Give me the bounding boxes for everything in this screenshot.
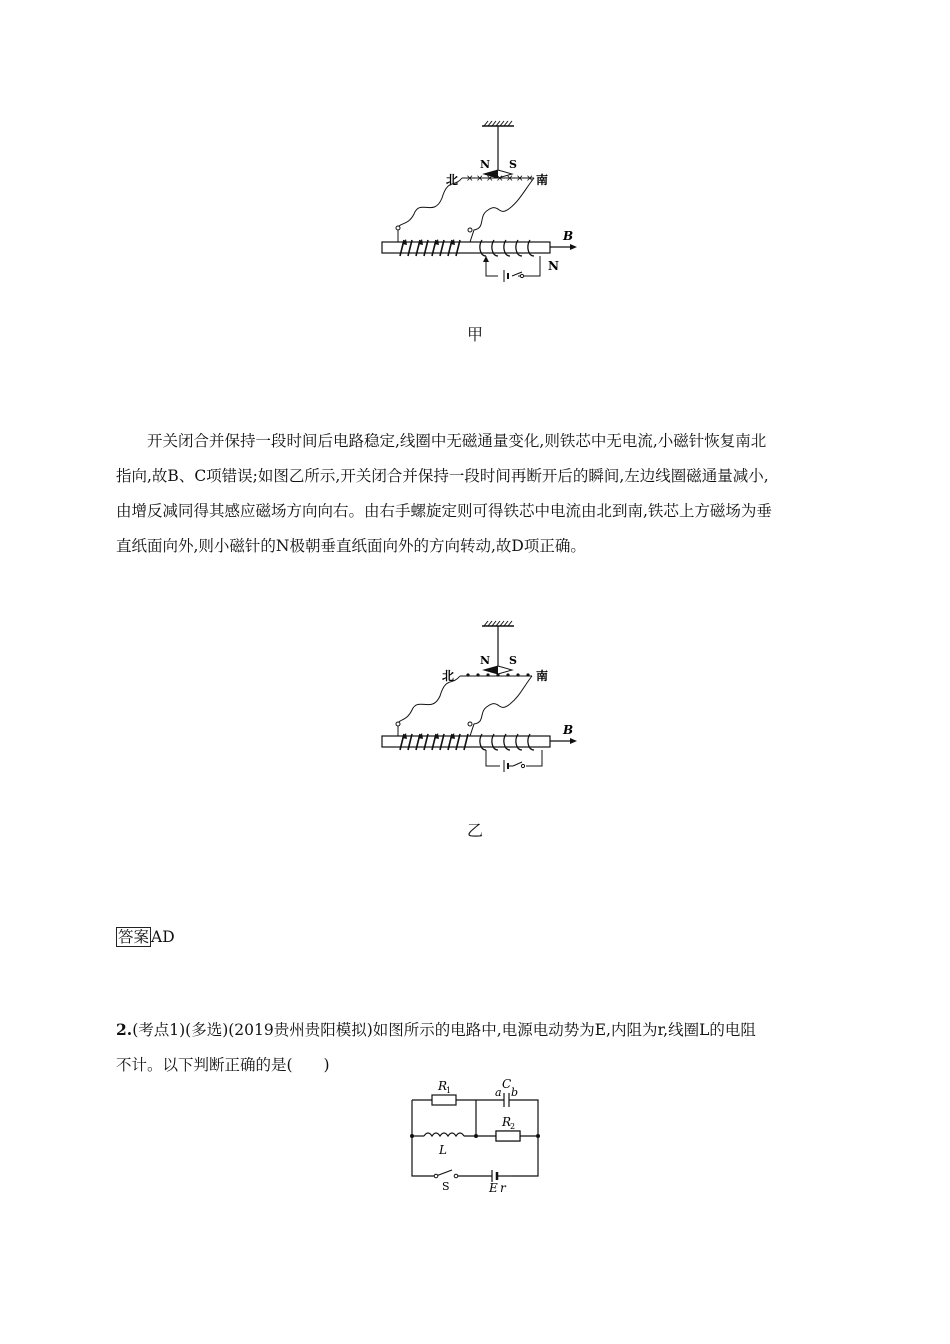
label-north: 北 xyxy=(442,669,455,683)
label-c: C xyxy=(502,1077,512,1091)
label-r1: R xyxy=(438,1079,448,1093)
label-b: b xyxy=(511,1086,519,1099)
label-a: a xyxy=(495,1086,502,1099)
svg-text:×: × xyxy=(516,174,524,184)
caption-jia: 甲 xyxy=(466,325,483,344)
figure-yi xyxy=(370,618,580,778)
answer-value: AD xyxy=(151,928,175,946)
label-r2: R xyxy=(502,1115,512,1129)
label-r2-sub: 2 xyxy=(510,1122,516,1131)
label-n: N xyxy=(480,654,491,667)
answer-label: 答案 xyxy=(118,928,150,946)
question-2 xyxy=(116,1012,836,1083)
caption-yi: 乙 xyxy=(466,821,483,840)
svg-text:×: × xyxy=(506,174,514,184)
label-s: S xyxy=(509,158,517,171)
label-s: S xyxy=(442,1180,450,1193)
explanation-line: 由增反减同得其感应磁场方向向右。由右手螺旋定则可得铁芯中电流由北到南,铁芯上方磁场为垂 xyxy=(116,502,772,520)
label-b: B xyxy=(563,229,574,243)
label-s: S xyxy=(509,654,517,667)
svg-text:×: × xyxy=(466,174,474,184)
explanation-line: 直纸面向外,则小磁针的N极朝垂直纸面向外的方向转动,故D项正确。 xyxy=(116,537,586,555)
answer-line xyxy=(116,925,175,947)
explanation-paragraph xyxy=(116,424,836,564)
label-r: r xyxy=(500,1181,506,1194)
label-south: 南 xyxy=(536,669,549,683)
svg-text:×: × xyxy=(526,174,534,184)
question-line: (考点1)(多选)(2019贵州贵阳模拟)如图所示的电路中,电源电动势为E,内阻为r,线圈L的电阻 xyxy=(132,1021,756,1039)
label-r1-sub: 1 xyxy=(446,1086,452,1095)
question-number: 2. xyxy=(116,1020,133,1039)
svg-text:×: × xyxy=(496,174,504,184)
label-e: E xyxy=(489,1181,498,1194)
explanation-line: 开关闭合并保持一段时间后电路稳定,线圈中无磁通量变化,则铁芯中无电流,小磁针恢复南北 xyxy=(147,432,767,450)
svg-text:×: × xyxy=(476,174,484,184)
label-b: B xyxy=(563,723,574,737)
label-north: 北 xyxy=(446,173,459,187)
explanation-line: 指向,故B、C项错误;如图乙所示,开关闭合并保持一段时间再断开后的瞬间,左边线圈磁通量减小, xyxy=(116,467,769,485)
label-n-right: N xyxy=(548,259,559,273)
figure-circuit xyxy=(400,1074,550,1194)
label-n: N xyxy=(480,158,491,171)
figure-jia xyxy=(370,118,580,288)
question-line: 不计。以下判断正确的是( ) xyxy=(116,1056,330,1074)
svg-text:×: × xyxy=(486,174,494,184)
label-south: 南 xyxy=(536,173,549,187)
label-l: L xyxy=(439,1143,447,1157)
